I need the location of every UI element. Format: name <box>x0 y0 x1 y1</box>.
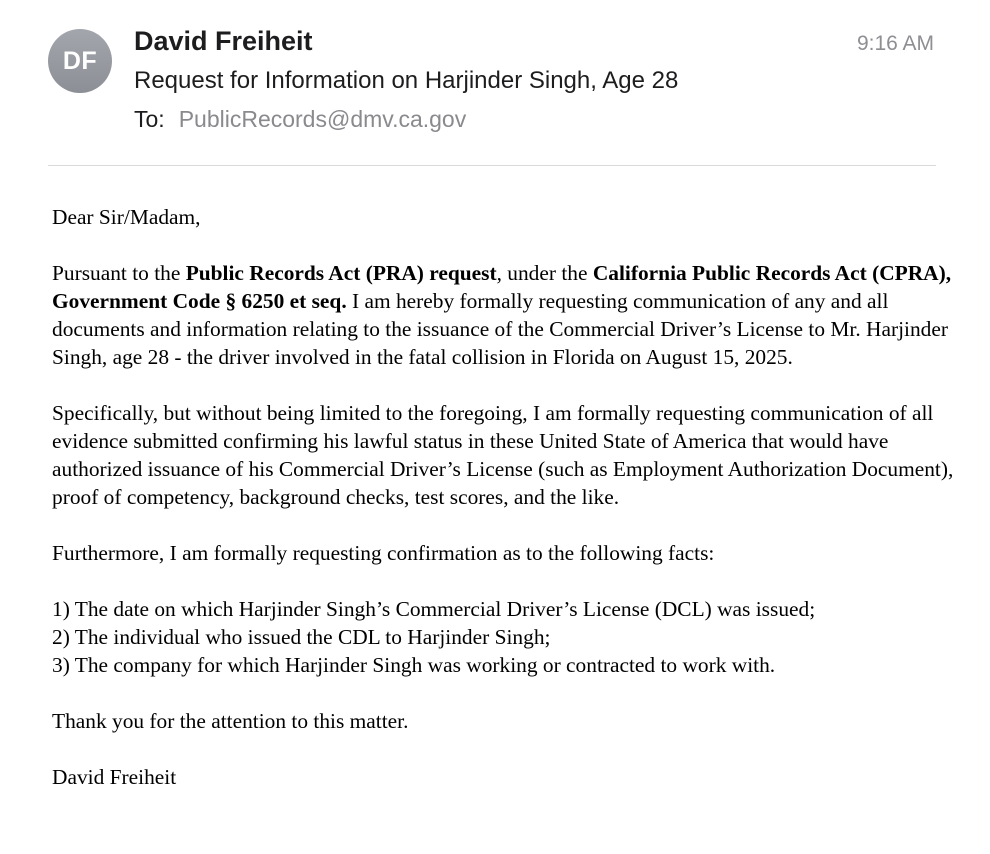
paragraph-pra-request <box>52 259 962 371</box>
p1-text-1: Pursuant to the <box>52 261 186 285</box>
paragraph-specifically: Specifically, but without being limited to the foregoing, I am formally requesting communication of all evidence submitted confirming his lawful status in these United State of America that would have authorized issuance of his Commercial Driver’s License (such as Employment Authorization Document), proof of competency, background checks, test scores, and the like. <box>52 401 954 509</box>
header-divider <box>48 165 936 166</box>
closing-line: Thank you for the attention to this matter. <box>52 709 409 733</box>
p1-text-2: , under the <box>496 261 593 285</box>
paragraph-furthermore: Furthermore, I am formally requesting confirmation as to the following facts: <box>52 541 715 565</box>
greeting: Dear Sir/Madam, <box>52 205 201 229</box>
email-timestamp: 9:16 AM <box>856 32 934 55</box>
email-subject: Request for Information on Harjinder Singh, Age 28 <box>134 67 679 94</box>
email-header <box>0 0 990 166</box>
p1-bold-2: California Public Records Act (CPRA), Government Code § 6250 et seq. <box>52 261 952 313</box>
list-item: 3) The company for which Harjinder Singh was working or contracted to work with. <box>52 653 776 677</box>
sender-name[interactable]: David Freiheit <box>134 26 313 56</box>
p1-text-3: I am hereby formally requesting communication of any and all documents and information relating to the issuance of the Commercial Driver’s License to Mr. Harjinder Singh, age 28 - the driver involved in the fatal collision in Florida on August 15, 2025. <box>52 289 948 369</box>
sender-avatar[interactable]: DF <box>48 29 112 93</box>
list-item: 2) The individual who issued the CDL to Harjinder Singh; <box>52 625 551 649</box>
p1-bold-1: Public Records Act (PRA) request <box>185 261 497 285</box>
signature: David Freiheit <box>52 765 177 789</box>
to-label: To: <box>134 106 165 132</box>
email-body <box>52 203 962 791</box>
recipient-address[interactable]: PublicRecords@dmv.ca.gov <box>178 106 467 132</box>
list-item: 1) The date on which Harjinder Singh’s Commercial Driver’s License (DCL) was issued; <box>52 597 816 621</box>
facts-list <box>52 595 962 679</box>
recipient-row <box>134 106 466 133</box>
